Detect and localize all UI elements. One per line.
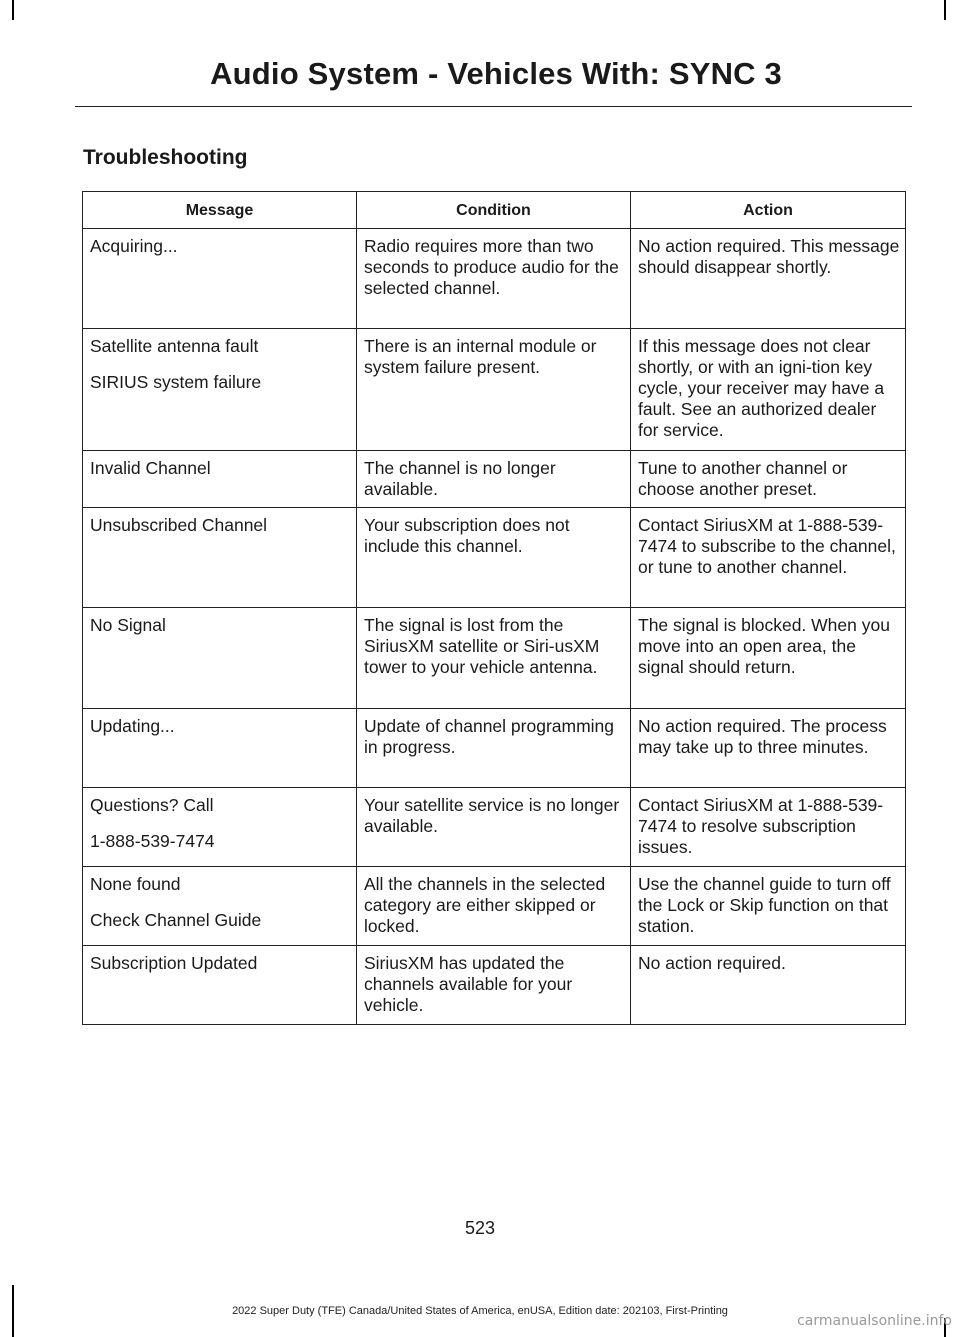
- table-row: [83, 867, 906, 946]
- condition-cell: Radio requires more than two seconds to produce audio for the selected channel.: [357, 229, 631, 329]
- section-title: Troubleshooting: [83, 146, 248, 169]
- action-cell: No action required. This message should disappear shortly.: [631, 229, 906, 329]
- table-row: [83, 709, 906, 788]
- message-cell: [83, 229, 357, 329]
- message-text: Questions? Call: [90, 795, 214, 815]
- condition-cell: Your satellite service is no longer available.: [357, 788, 631, 867]
- message-cell: [83, 709, 357, 788]
- message-text: Acquiring...: [90, 236, 178, 256]
- message-text: 1-888-539-7474: [90, 831, 215, 851]
- action-cell: Use the channel guide to turn off the Lock or Skip function on that station.: [631, 867, 906, 946]
- table-row: [83, 608, 906, 709]
- condition-cell: The channel is no longer available.: [357, 451, 631, 508]
- action-cell: Tune to another channel or choose another preset.: [631, 451, 906, 508]
- message-text: No Signal: [90, 615, 166, 635]
- table-row: [83, 788, 906, 867]
- table-row: [83, 229, 906, 329]
- condition-cell: SiriusXM has updated the channels available for your vehicle.: [357, 946, 631, 1025]
- message-cell: [83, 508, 357, 608]
- page-number: 523: [464, 1218, 496, 1238]
- crop-mark-top-right: [944, 0, 946, 20]
- message-cell: [83, 329, 357, 451]
- message-cell: [83, 867, 357, 946]
- table-row: [83, 946, 906, 1025]
- column-header-action: Action: [631, 192, 906, 229]
- condition-cell: All the channels in the selected category are either skipped or locked.: [357, 867, 631, 946]
- page-footer: 2022 Super Duty (TFE) Canada/United States of America, enUSA, Edition date: 202103, First-Printing: [232, 1305, 728, 1317]
- message-text: SIRIUS system failure: [90, 372, 262, 392]
- table-row: [83, 508, 906, 608]
- table-row: [83, 451, 906, 508]
- action-cell: Contact SiriusXM at 1-888-539-7474 to subscribe to the channel, or tune to another channel.: [631, 508, 906, 608]
- action-cell: No action required.: [631, 946, 906, 1025]
- message-text: None found: [90, 874, 181, 894]
- page-header-title: Audio System - Vehicles With: SYNC 3: [210, 56, 782, 91]
- message-text: Satellite antenna fault: [90, 336, 259, 356]
- column-header-message: Message: [83, 192, 357, 229]
- action-cell: The signal is blocked. When you move into an open area, the signal should return.: [631, 608, 906, 709]
- table-row: [83, 329, 906, 451]
- action-cell: If this message does not clear shortly, or with an igni-tion key cycle, your receiver may have a fault. See an authorized dealer for service.: [631, 329, 906, 451]
- header-divider: [75, 106, 912, 107]
- action-cell: No action required. The process may take up to three minutes.: [631, 709, 906, 788]
- condition-cell: The signal is lost from the SiriusXM satellite or Siri-usXM tower to your vehicle antenna.: [357, 608, 631, 709]
- message-text: Invalid Channel: [90, 458, 211, 478]
- condition-cell: There is an internal module or system failure present.: [357, 329, 631, 451]
- message-text: Unsubscribed Channel: [90, 515, 268, 535]
- condition-cell: Your subscription does not include this channel.: [357, 508, 631, 608]
- crop-mark-top-left: [12, 0, 14, 20]
- condition-cell: Update of channel programming in progress.: [357, 709, 631, 788]
- message-text: Check Channel Guide: [90, 910, 262, 930]
- table-header-row: [83, 192, 906, 229]
- message-cell: [83, 451, 357, 508]
- action-cell: Contact SiriusXM at 1-888-539-7474 to resolve subscription issues.: [631, 788, 906, 867]
- troubleshooting-table: [82, 191, 906, 1025]
- message-text: Subscription Updated: [90, 953, 258, 973]
- message-text: Updating...: [90, 716, 175, 736]
- message-cell: [83, 788, 357, 867]
- message-cell: [83, 608, 357, 709]
- message-cell: [83, 946, 357, 1025]
- column-header-condition: Condition: [357, 192, 631, 229]
- watermark: carmanualsonline.info: [797, 1313, 952, 1329]
